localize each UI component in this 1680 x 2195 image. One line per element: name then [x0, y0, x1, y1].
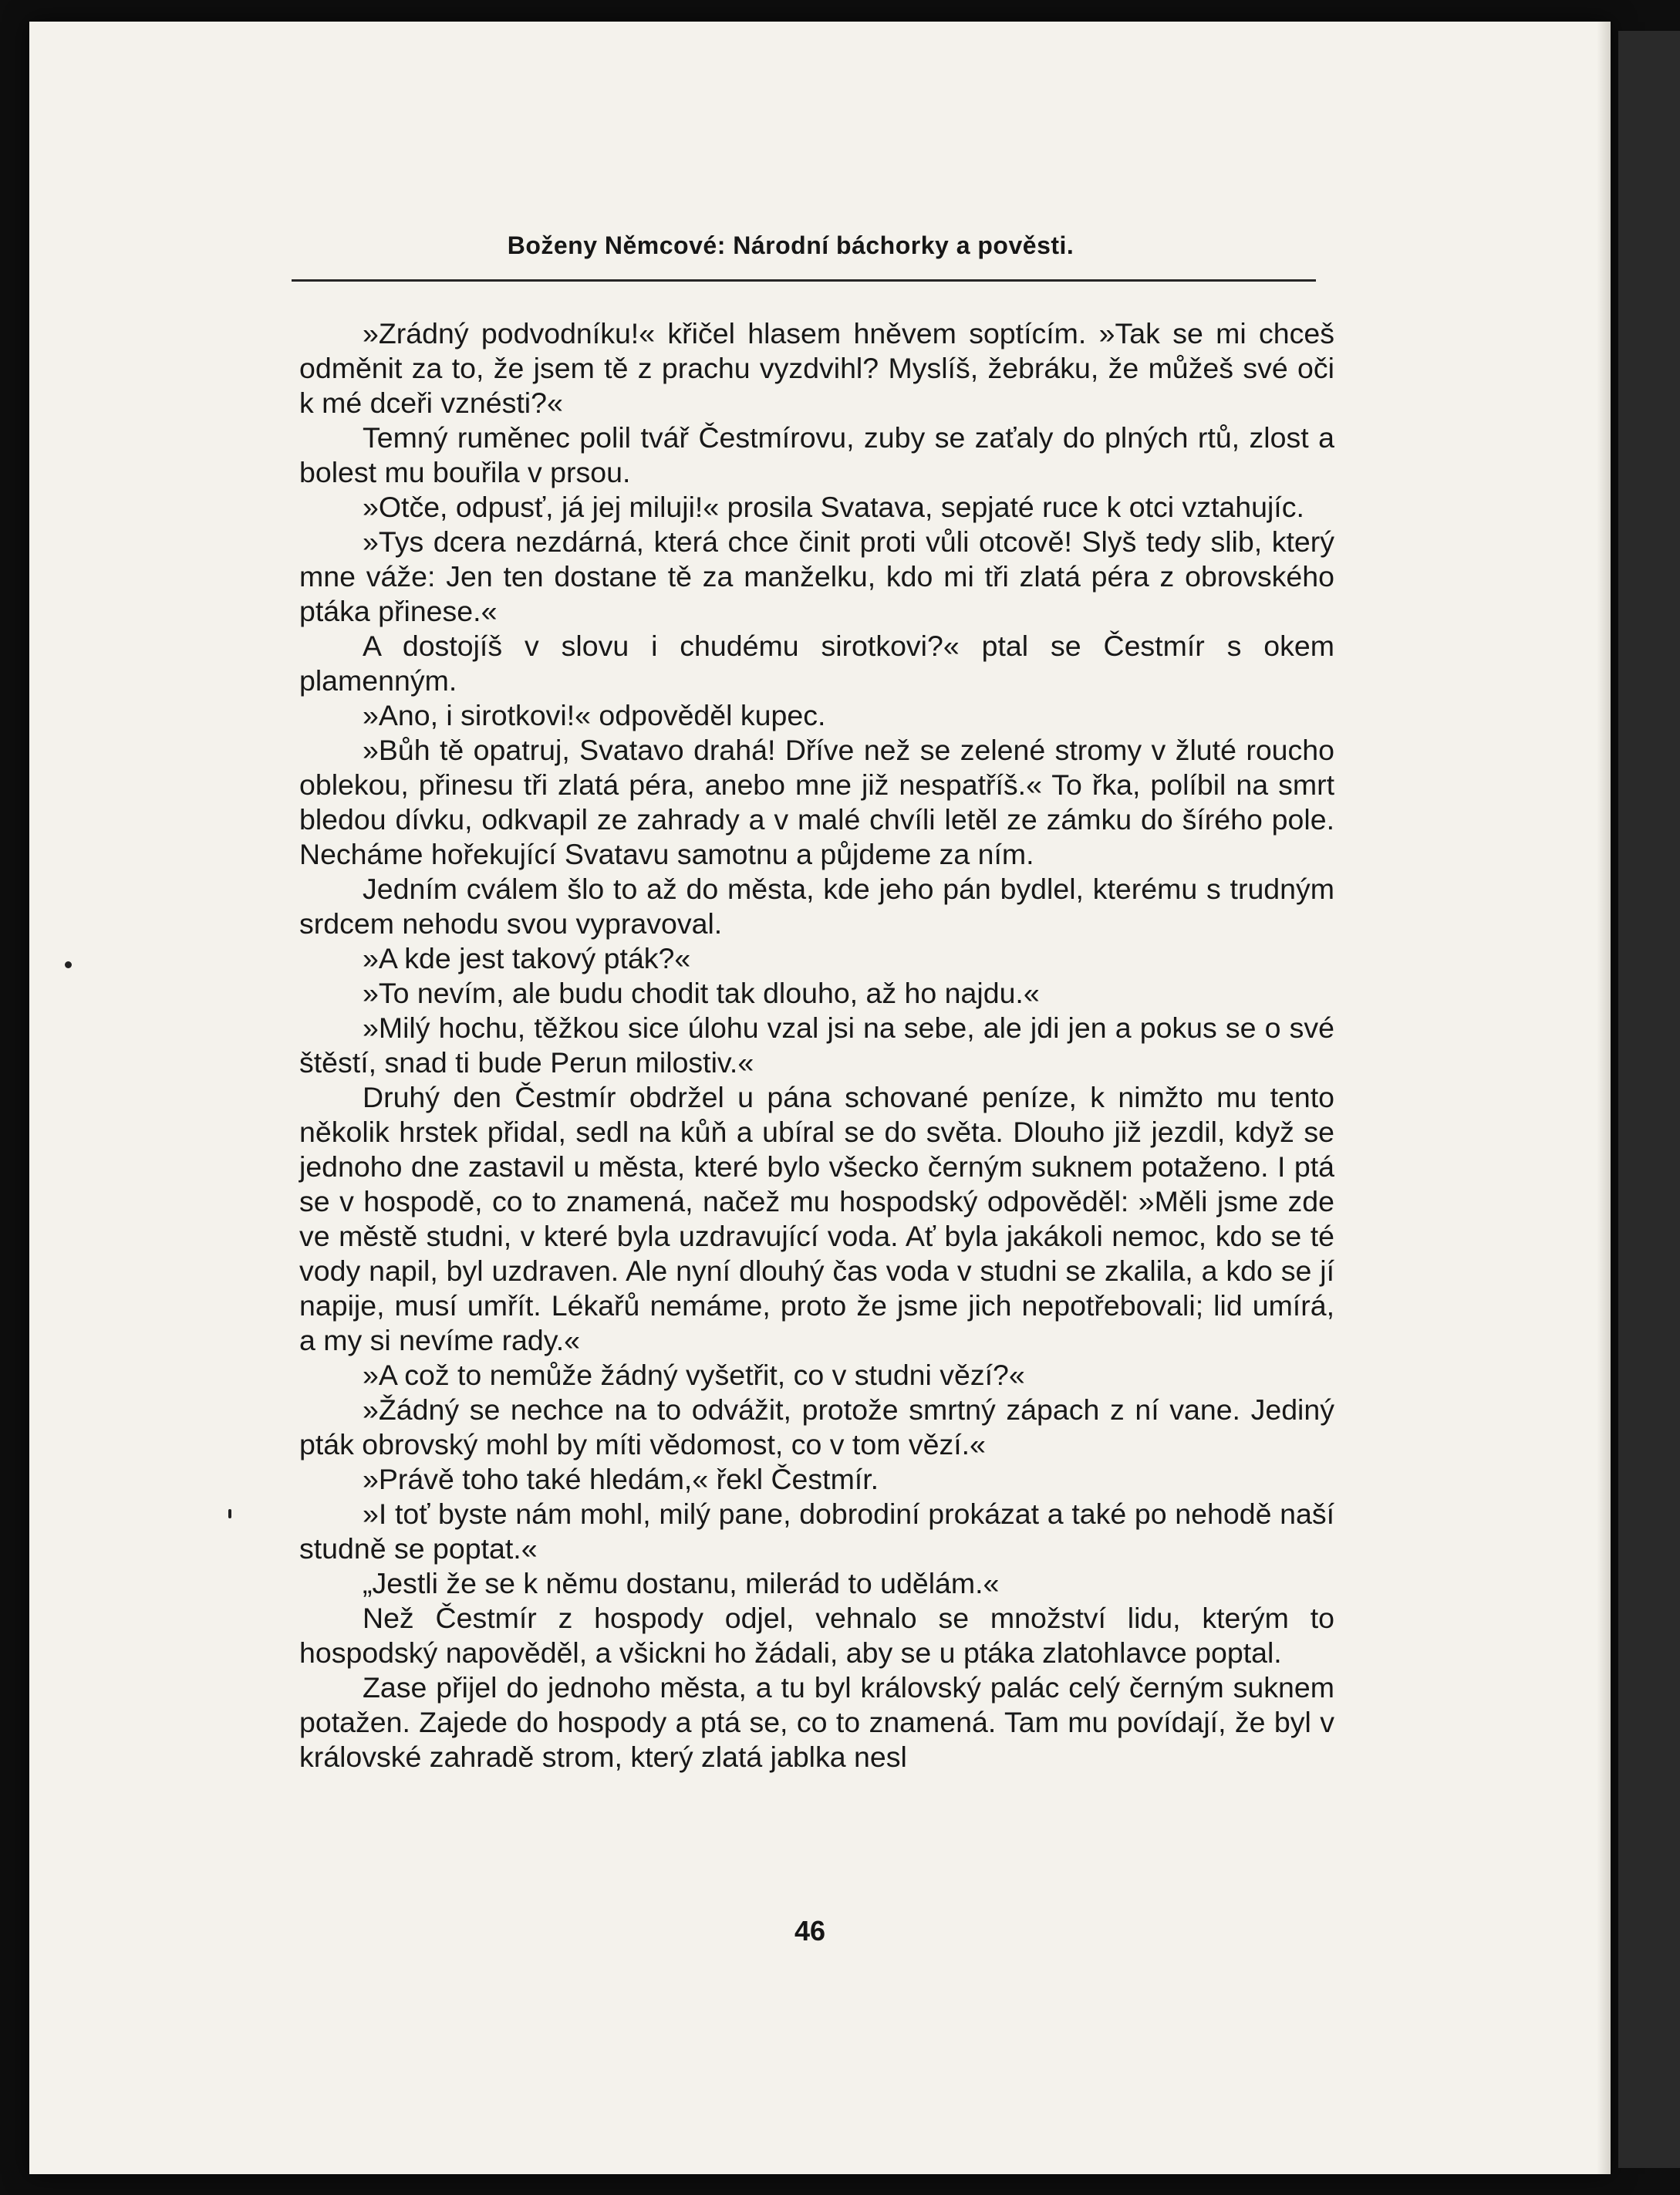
paragraph: »Milý hochu, těžkou sice úlohu vzal jsi na sebe, ale jdi jen a pokus se o své štěstí, snad ti bude Perun milostiv.«: [299, 1011, 1334, 1079]
paragraph: Než Čestmír z hospody odjel, vehnalo se množství lidu, kterým to hospodský napověděl, a všickni ho žádali, aby se u ptáka zlatohlavce poptal.: [299, 1602, 1334, 1669]
paragraph: »A což to nemůže žádný vyšetřit, co v studni vězí?«: [363, 1359, 1025, 1391]
paragraph: »Tys dcera nezdárná, která chce činit proti vůli otcově! Slyš tedy slib, který mne váže: Jen ten dostane tě za manželku, kdo mi tři zlatá péra z obrovského ptáka přinese.«: [299, 525, 1334, 627]
header-rule: [292, 279, 1316, 282]
paragraph: »To nevím, ale budu chodit tak dlouho, až ho najdu.«: [363, 977, 1040, 1009]
running-header: Boženy Němcové: Národní báchorky a pověsti.: [507, 231, 1074, 259]
paragraph: A dostojíš v slovu i chudému sirotkovi?« ptal se Čestmír s okem plamenným.: [299, 630, 1334, 697]
scan-speck: [228, 1509, 231, 1518]
adjacent-page-strip: [1618, 31, 1680, 2168]
paragraph: Zase přijel do jednoho města, a tu byl královský palác celý černým suknem potažen. Zajede do hospody a ptá se, co to znamená. Tam mu povídají, že byl v královské zahradě strom, který zlatá jablka nesl: [299, 1671, 1334, 1773]
paragraph: »Otče, odpusť, já jej miluji!« prosila Svatava, sepjaté ruce k otci vztahujíc.: [363, 491, 1304, 523]
paragraph: Temný ruměnec polil tvář Čestmírovu, zuby se zaťaly do plných rtů, zlost a bolest mu bouřila v prsou.: [299, 421, 1334, 488]
body-text: [299, 316, 1334, 1775]
paragraph: »Bůh tě opatruj, Svatavo drahá! Dříve než se zelené stromy v žluté roucho oblekou, přinesu tři zlatá péra, anebo mne již nespatříš.« To řka, políbil na smrt bledou dívku, odkvapil ze zahrady a v malé chvíli letěl ze zámku do šírého pole. Necháme hořekující Svatavu samotnu a půjdeme za ním.: [299, 734, 1334, 870]
paragraph: Druhý den Čestmír obdržel u pána schované peníze, k nimžto mu tento několik hrstek přidal, sedl na kůň a ubíral se do světa. Dlouho již jezdil, když se jednoho dne zastavil u města, které bylo všecko černým suknem potaženo. I ptá se v hospodě, co to znamená, načež mu hospodský odpověděl: »Měli jsme zde ve městě studni, v které byla uzdravující voda. Ať byla jakákoli nemoc, kdo se té vody napil, byl uzdraven. Ale nyní dlouhý čas voda v studni se zkalila, a kdo se jí napije, musí umřít. Lékařů nemáme, proto že jsme jich nepotřebovali; lid umírá, a my si nevíme rady.«: [299, 1081, 1334, 1356]
scan-speck: [65, 961, 72, 968]
paragraph: »Právě toho také hledám,« řekl Čestmír.: [363, 1463, 879, 1495]
paragraph: »Ano, i sirotkovi!« odpověděl kupec.: [363, 699, 826, 731]
paragraph: Jedním cválem šlo to až do města, kde jeho pán bydlel, kterému s trudným srdcem nehodu svou vypravoval.: [299, 873, 1334, 940]
page-edge-shadow: [1597, 22, 1611, 2174]
paragraph: »I toť byste nám mohl, milý pane, dobrodiní prokázat a také po nehodě naší studně se poptat.«: [299, 1498, 1334, 1565]
paragraph: »Žádný se nechce na to odvážit, protože smrtný zápach z ní vane. Jediný pták obrovský mohl by míti vědomost, co v tom vězí.«: [299, 1393, 1334, 1461]
paragraph: »Zrádný podvodníku!« křičel hlasem hněvem soptícím. »Tak se mi chceš odměnit za to, že jsem tě z prachu vyzdvihl? Myslíš, žebráku, že můžeš své oči k mé dceři vznésti?«: [299, 317, 1334, 419]
page-number: 46: [794, 1915, 826, 1947]
paragraph: »A kde jest takový pták?«: [363, 942, 691, 974]
paragraph: „Jestli že se k němu dostanu, milerád to udělám.«: [363, 1567, 1000, 1599]
